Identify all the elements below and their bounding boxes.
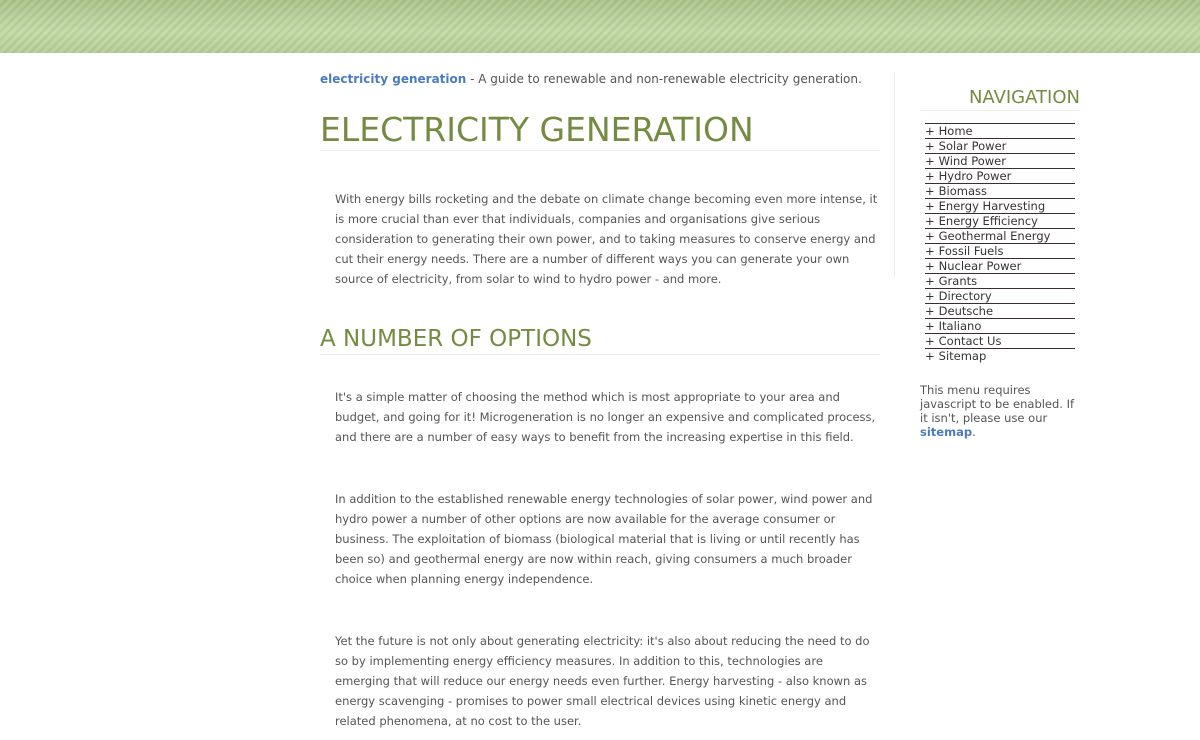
nav-item-italiano[interactable]: + Italiano xyxy=(925,319,1075,334)
header-band xyxy=(0,0,1200,53)
paragraph-1: It's a simple matter of choosing the method which is most appropriate to your area and budget, and going for it! Microgeneration is no longer an expensive and complicated process, and there are a number of easy ways to benefit from the increasing expertise in this field. xyxy=(335,390,876,444)
site-home-link[interactable]: electricity generation xyxy=(320,72,467,86)
nav-item-wind-power[interactable]: + Wind Power xyxy=(925,154,1075,169)
page-title: ELECTRICITY GENERATION xyxy=(320,110,880,151)
javascript-note: This menu requires javascript to be enabled. If it isn't, please use our sitemap. xyxy=(920,383,1075,439)
nav-item-directory[interactable]: + Directory xyxy=(925,289,1075,304)
nav-item-biomass[interactable]: + Biomass xyxy=(925,184,1075,199)
section-title: A NUMBER OF OPTIONS xyxy=(320,324,880,355)
nav-item-energy-harvesting[interactable]: + Energy Harvesting xyxy=(925,199,1075,214)
tagline xyxy=(320,70,880,88)
navigation-title: NAVIGATION xyxy=(920,86,1080,111)
nav-item-solar-power[interactable]: + Solar Power xyxy=(925,139,1075,154)
main-content xyxy=(320,70,880,731)
nav-item-geothermal-energy[interactable]: + Geothermal Energy xyxy=(925,229,1075,244)
sitemap-link[interactable]: sitemap xyxy=(920,425,973,439)
nav-item-nuclear-power[interactable]: + Nuclear Power xyxy=(925,259,1075,274)
intro-paragraph: With energy bills rocketing and the debate on climate change becoming even more intense, it is more crucial than ever that individuals, companies and organisations give serious consideration to generating their own power, and to taking measures to conserve energy and cut their energy needs. There are a number of different ways you can generate your own source of electricity, from solar to wind to hydro power - and more. xyxy=(335,192,878,286)
nav-item-home[interactable]: + Home xyxy=(925,124,1075,139)
nav-item-energy-efficiency[interactable]: + Energy Efficiency xyxy=(925,214,1075,229)
tagline-text: - A guide to renewable and non-renewable electricity generation. xyxy=(466,72,862,86)
nav-item-grants[interactable]: + Grants xyxy=(925,274,1075,289)
paragraph-3: Yet the future is not only about generating electricity: it's also about reducing the need to do so by implementing energy efficiency measures. In addition to this, technologies are emerging that will reduce our energy needs even further. Energy harvesting - also known as energy scavenging - promises to power small electrical devices using kinetic energy and related phenomena, at no cost to the user. xyxy=(335,634,870,728)
nav-item-deutsche[interactable]: + Deutsche xyxy=(925,304,1075,319)
paragraph-2: In addition to the established renewable energy technologies of solar power, wind power and hydro power a number of other options are now available for the average consumer or business. The exploitation of biomass (biological material that is living or until recently has been so) and geothermal energy are now within reach, giving consumers a much broader choice when planning energy independence. xyxy=(335,492,873,586)
sidebar xyxy=(920,86,1080,439)
nav-item-contact-us[interactable]: + Contact Us xyxy=(925,334,1075,349)
nav-item-hydro-power[interactable]: + Hydro Power xyxy=(925,169,1075,184)
nav-item-fossil-fuels[interactable]: + Fossil Fuels xyxy=(925,244,1075,259)
nav-item-sitemap[interactable]: + Sitemap xyxy=(925,349,987,363)
navigation-menu xyxy=(925,123,1075,363)
column-divider xyxy=(894,72,895,277)
